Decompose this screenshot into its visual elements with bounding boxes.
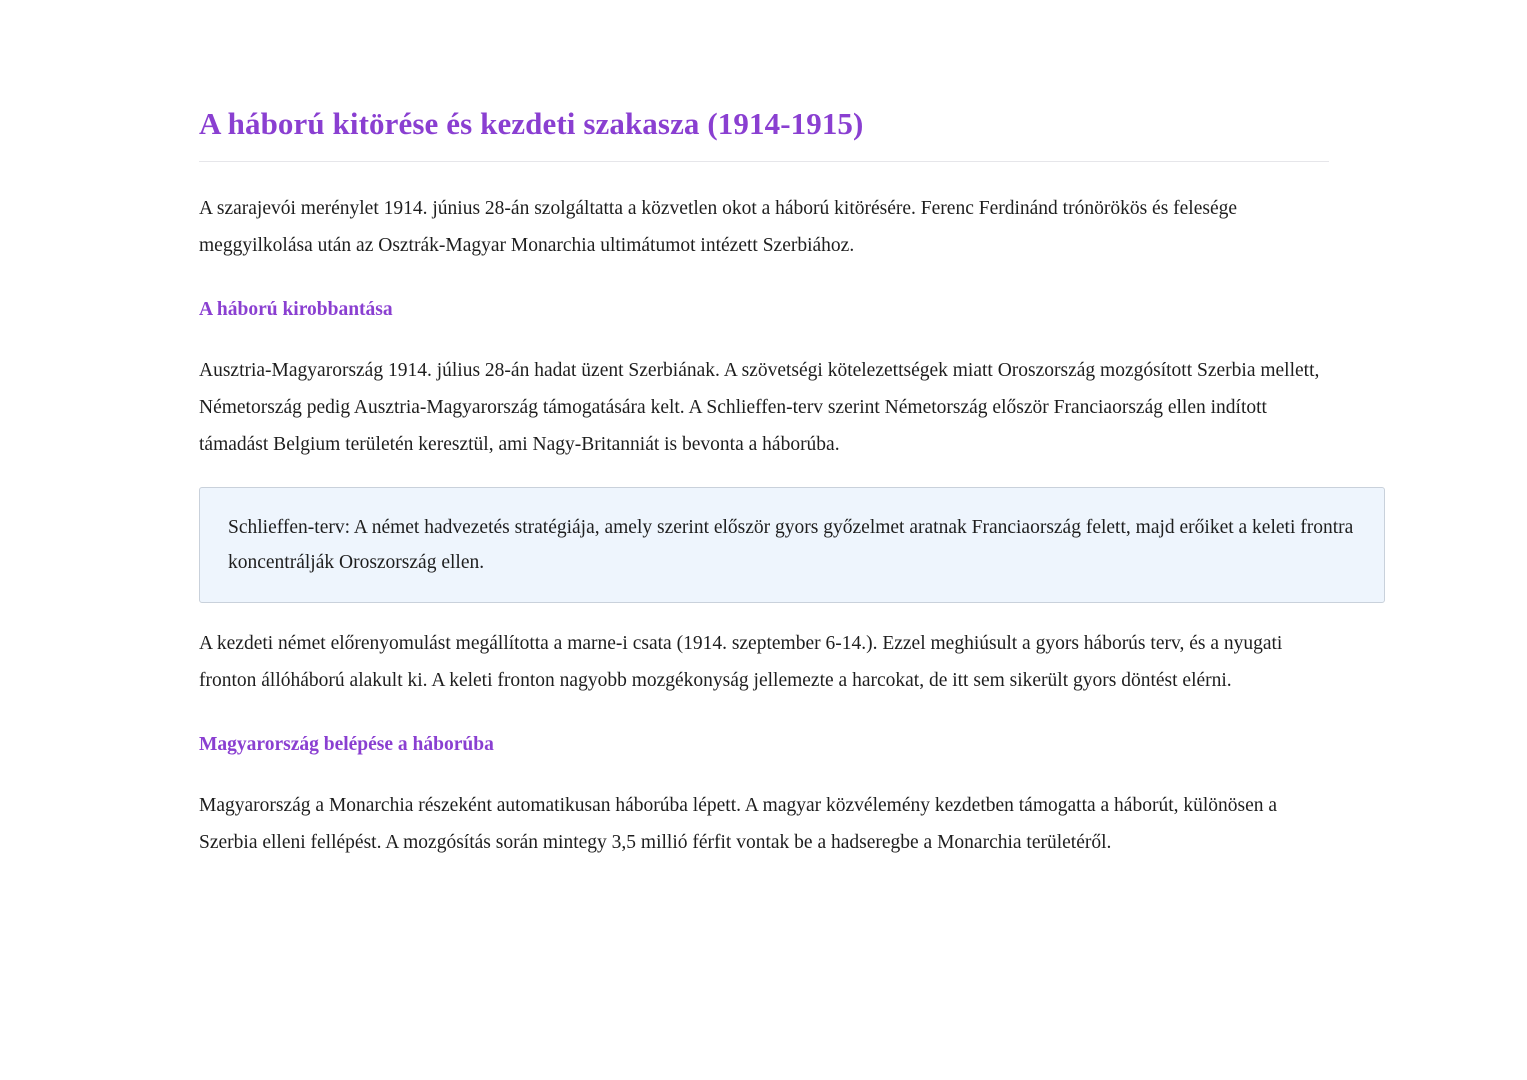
section-heading-outbreak: A háború kirobbantása [199,299,393,320]
page-title: A háború kitörése és kezdeti szakasza (1914-1915) [199,106,864,141]
marne-paragraph: A kezdeti német előrenyomulást megállította a marne-i csata (1914. szeptember 6-14.). Ezzel meghiúsult a gyors háborús terv, és a nyugati fronton állóháború alakult ki. A keleti fronton nagyobb mozgékonyság jellemezte a harcokat, de itt sem sikerült gyors döntést elérni. [199,633,1283,691]
title-divider [199,161,1329,162]
intro-paragraph: A szarajevói merénylet 1914. június 28-án szolgáltatta a közvetlen okot a háború kitörésére. Ferenc Ferdinánd trónörökös és felesége meggyilkolása után az Osztrák-Magyar Monarchia ultimátumot intézett Szerbiához. [199,198,1238,256]
callout-text: Schlieffen-terv: A német hadvezetés stratégiája, amely szerint először gyors győzelmet aratnak Franciaország felett, majd erőiket a keleti frontra koncentrálják Oroszország ellen. [228,517,1354,573]
outbreak-paragraph: Ausztria-Magyarország 1914. július 28-án hadat üzent Szerbiának. A szövetségi kötelezettségek miatt Oroszország mozgósított Szerbia mellett, Németország pedig Ausztria-Magyarország támogatására kelt. A Schlieffen-terv szerint Németország először Franciaország ellen indított támadást Belgium területén keresztül, ami Nagy-Britanniát is bevonta a háborúba. [199,360,1320,455]
hungary-paragraph: Magyarország a Monarchia részeként automatikusan háborúba lépett. A magyar közvélemény kezdetben támogatta a háborút, különösen a Szerbia elleni fellépést. A mozgósítás során mintegy 3,5 millió férfit vontak be a hadseregbe a Monarchia területéről. [199,795,1278,853]
section-heading-hungary: Magyarország belépése a háborúba [199,734,494,755]
schlieffen-callout [199,487,1385,603]
document-page [199,100,1385,861]
